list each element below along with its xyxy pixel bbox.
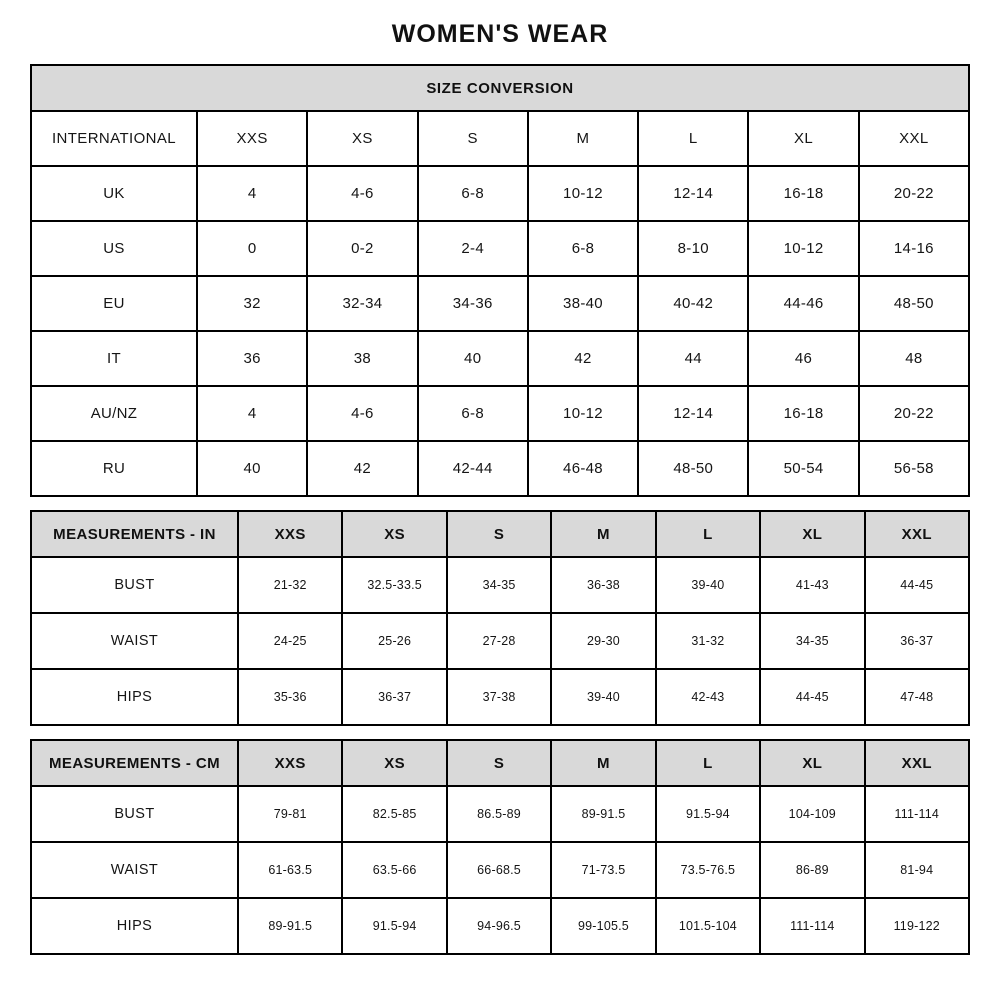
table-cell: 25-26 [342,613,446,669]
row-label: WAIST [31,613,238,669]
table-cell: 36-37 [865,613,969,669]
table-cell: 29-30 [551,613,655,669]
table-cell: 35-36 [238,669,342,725]
table-cell: 21-32 [238,557,342,613]
table-cell: 44-45 [760,669,864,725]
table-cell: 66-68.5 [447,842,551,898]
table-cell: 89-91.5 [551,786,655,842]
table-cell: 8-10 [638,221,748,276]
measurements-in-table [30,510,970,726]
table-cell: 86-89 [760,842,864,898]
header-row [31,111,969,166]
table-cell: 38-40 [528,276,638,331]
table-cell: 6-8 [418,386,528,441]
table-cell: 91.5-94 [342,898,446,954]
table-cell: 10-12 [748,221,858,276]
table-cell: 47-48 [865,669,969,725]
table-cell: 16-18 [748,166,858,221]
row-label: HIPS [31,898,238,954]
measurements-cm-table [30,739,970,955]
column-header: L [656,740,760,786]
table-cell: 94-96.5 [447,898,551,954]
column-header: M [551,740,655,786]
table-cell: 44 [638,331,748,386]
table-cell: 46-48 [528,441,638,496]
table-cell: 40 [418,331,528,386]
column-header: XL [760,511,864,557]
table-cell: 79-81 [238,786,342,842]
table-cell: 4-6 [307,166,417,221]
column-header: XXL [865,511,969,557]
column-header: L [656,511,760,557]
table-cell: 86.5-89 [447,786,551,842]
table-cell: 42 [528,331,638,386]
table-cell: 12-14 [638,386,748,441]
table-cell: 32-34 [307,276,417,331]
table-cell: 10-12 [528,386,638,441]
table-cell: 73.5-76.5 [656,842,760,898]
table-cell: 24-25 [238,613,342,669]
table-cell: 48-50 [859,276,969,331]
table-cell: 36 [197,331,307,386]
column-header: XL [760,740,864,786]
table-cell: 4-6 [307,386,417,441]
table-cell: 111-114 [760,898,864,954]
table-row [31,441,969,496]
column-header: XXS [197,111,307,166]
column-header: XXS [238,740,342,786]
row-label: RU [31,441,197,496]
table-cell: 44-46 [748,276,858,331]
table-cell: 71-73.5 [551,842,655,898]
table-cell: 91.5-94 [656,786,760,842]
table-cell: 44-45 [865,557,969,613]
table-row [31,669,969,725]
header-row [31,740,969,786]
column-header: MEASUREMENTS - IN [31,511,238,557]
table-row [31,557,969,613]
column-header: XS [342,511,446,557]
table-cell: 40-42 [638,276,748,331]
table-cell: 82.5-85 [342,786,446,842]
table-cell: 40 [197,441,307,496]
table-cell: 99-105.5 [551,898,655,954]
column-header: XS [307,111,417,166]
column-header: S [447,740,551,786]
row-label: EU [31,276,197,331]
table-cell: 37-38 [447,669,551,725]
table-cell: 20-22 [859,386,969,441]
table-cell: 42-43 [656,669,760,725]
row-label: IT [31,331,197,386]
table-cell: 14-16 [859,221,969,276]
column-header: INTERNATIONAL [31,111,197,166]
table-cell: 36-38 [551,557,655,613]
table-cell: 42 [307,441,417,496]
column-header: L [638,111,748,166]
table-cell: 0 [197,221,307,276]
table-cell: 63.5-66 [342,842,446,898]
table-cell: 48 [859,331,969,386]
row-label: BUST [31,786,238,842]
table-cell: 101.5-104 [656,898,760,954]
table-row [31,386,969,441]
row-label: WAIST [31,842,238,898]
page-title: WOMEN'S WEAR [391,20,609,48]
row-label: US [31,221,197,276]
column-header: S [418,111,528,166]
table-cell: 89-91.5 [238,898,342,954]
table-cell: 34-35 [447,557,551,613]
row-label: HIPS [31,669,238,725]
table-cell: 41-43 [760,557,864,613]
column-header: XXL [859,111,969,166]
table-cell: 42-44 [418,441,528,496]
column-header: M [528,111,638,166]
table-cell: 6-8 [528,221,638,276]
table-cell: 48-50 [638,441,748,496]
table-cell: 20-22 [859,166,969,221]
table-cell: 46 [748,331,858,386]
table-cell: 27-28 [447,613,551,669]
column-header: S [447,511,551,557]
table-cell: 36-37 [342,669,446,725]
table-title: SIZE CONVERSION [31,65,969,111]
table-cell: 2-4 [418,221,528,276]
table-cell: 34-36 [418,276,528,331]
column-header: M [551,511,655,557]
table-cell: 56-58 [859,441,969,496]
table-cell: 111-114 [865,786,969,842]
table-cell: 6-8 [418,166,528,221]
table-cell: 104-109 [760,786,864,842]
table-cell: 32 [197,276,307,331]
table-cell: 81-94 [865,842,969,898]
table-cell: 4 [197,166,307,221]
table-row [31,786,969,842]
size-conversion-table [30,64,970,497]
table-cell: 12-14 [638,166,748,221]
table-cell: 61-63.5 [238,842,342,898]
row-label: AU/NZ [31,386,197,441]
table-cell: 39-40 [656,557,760,613]
column-header: XXS [238,511,342,557]
table-row [31,898,969,954]
column-header: XS [342,740,446,786]
table-row [31,613,969,669]
table-row [31,166,969,221]
table-cell: 10-12 [528,166,638,221]
table-row [31,331,969,386]
row-label: BUST [31,557,238,613]
table-cell: 32.5-33.5 [342,557,446,613]
header-row [31,511,969,557]
table-cell: 16-18 [748,386,858,441]
table-cell: 31-32 [656,613,760,669]
table-cell: 119-122 [865,898,969,954]
column-header: XXL [865,740,969,786]
column-header: XL [748,111,858,166]
table-cell: 39-40 [551,669,655,725]
table-cell: 34-35 [760,613,864,669]
column-header: MEASUREMENTS - CM [31,740,238,786]
table-row [31,221,969,276]
row-label: UK [31,166,197,221]
table-cell: 50-54 [748,441,858,496]
table-row [31,276,969,331]
table-cell: 0-2 [307,221,417,276]
table-cell: 38 [307,331,417,386]
table-row [31,842,969,898]
table-cell: 4 [197,386,307,441]
